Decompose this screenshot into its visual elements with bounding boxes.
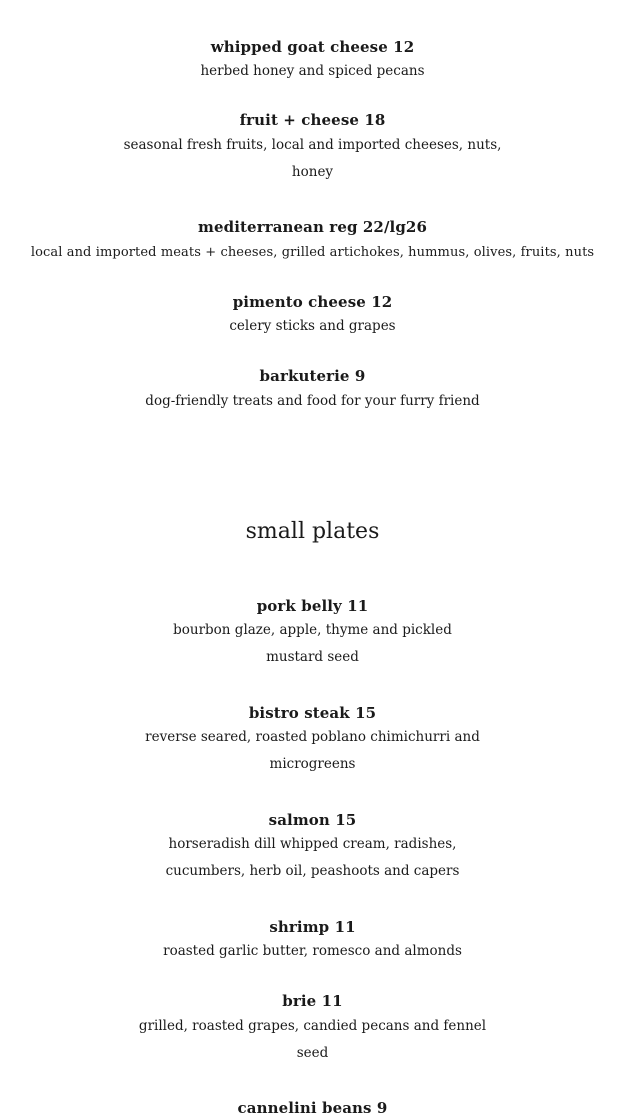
menu-item-description-line: horseradish dill whipped cream, radishes, xyxy=(168,836,457,852)
menu-item-description-line: seed xyxy=(296,1045,329,1061)
menu-item-description-line: bourbon glaze, apple, thyme and pickled xyxy=(173,622,452,638)
menu-item-description-line: grilled, roasted grapes, candied pecans and fennel xyxy=(138,1018,487,1034)
menu-item-description-line: mustard seed xyxy=(266,649,359,665)
menu-item-title: salmon 15 xyxy=(268,811,357,829)
section-heading-small-plates: small plates xyxy=(245,519,380,544)
menu-item-description xyxy=(0,313,625,340)
menu-item-title: barkuterie 9 xyxy=(259,367,366,385)
menu-item-description-line: microgreens xyxy=(269,756,356,772)
menu-item-description xyxy=(0,132,625,186)
menu-item-description xyxy=(0,1013,625,1067)
menu-item-title: bistro steak 15 xyxy=(248,704,377,722)
menu-item-description xyxy=(0,617,625,671)
menu-item-description-line: honey xyxy=(291,164,334,180)
menu-item-description-line: dog-friendly treats and food for your furry friend xyxy=(145,393,480,409)
menu-item-title: fruit + cheese 18 xyxy=(239,111,386,129)
menu-item-title: pork belly 11 xyxy=(256,597,369,615)
menu-item-title: shrimp 11 xyxy=(269,918,356,936)
menu-item-description xyxy=(0,831,625,885)
menu-item-description-line: local and imported meats + cheeses, grilled artichokes, hummus, olives, fruits, nuts xyxy=(30,245,595,260)
menu-item-title: cannelini beans 9 xyxy=(237,1099,388,1117)
menu-item-title: brie 11 xyxy=(282,992,343,1010)
menu-item-title: whipped goat cheese 12 xyxy=(210,38,415,56)
menu-item-title: pimento cheese 12 xyxy=(232,293,393,311)
menu-item-description xyxy=(0,58,625,85)
menu-item-description-line: seasonal fresh fruits, local and imported cheeses, nuts, xyxy=(123,137,502,153)
menu-item-description-line: cucumbers, herb oil, peashoots and capers xyxy=(165,863,460,879)
menu-item-title: mediterranean reg 22/lg26 xyxy=(198,218,427,236)
menu-item-description xyxy=(0,239,625,266)
menu-item-description xyxy=(0,938,625,965)
menu-item-description xyxy=(0,724,625,778)
menu-item-description-line: reverse seared, roasted poblano chimichurri and xyxy=(145,729,480,745)
menu-item-description xyxy=(0,388,625,415)
menu-item-description-line: roasted garlic butter, romesco and almonds xyxy=(163,943,462,959)
menu-item-description-line: celery sticks and grapes xyxy=(229,318,396,334)
menu-item-description-line: herbed honey and spiced pecans xyxy=(200,63,425,79)
